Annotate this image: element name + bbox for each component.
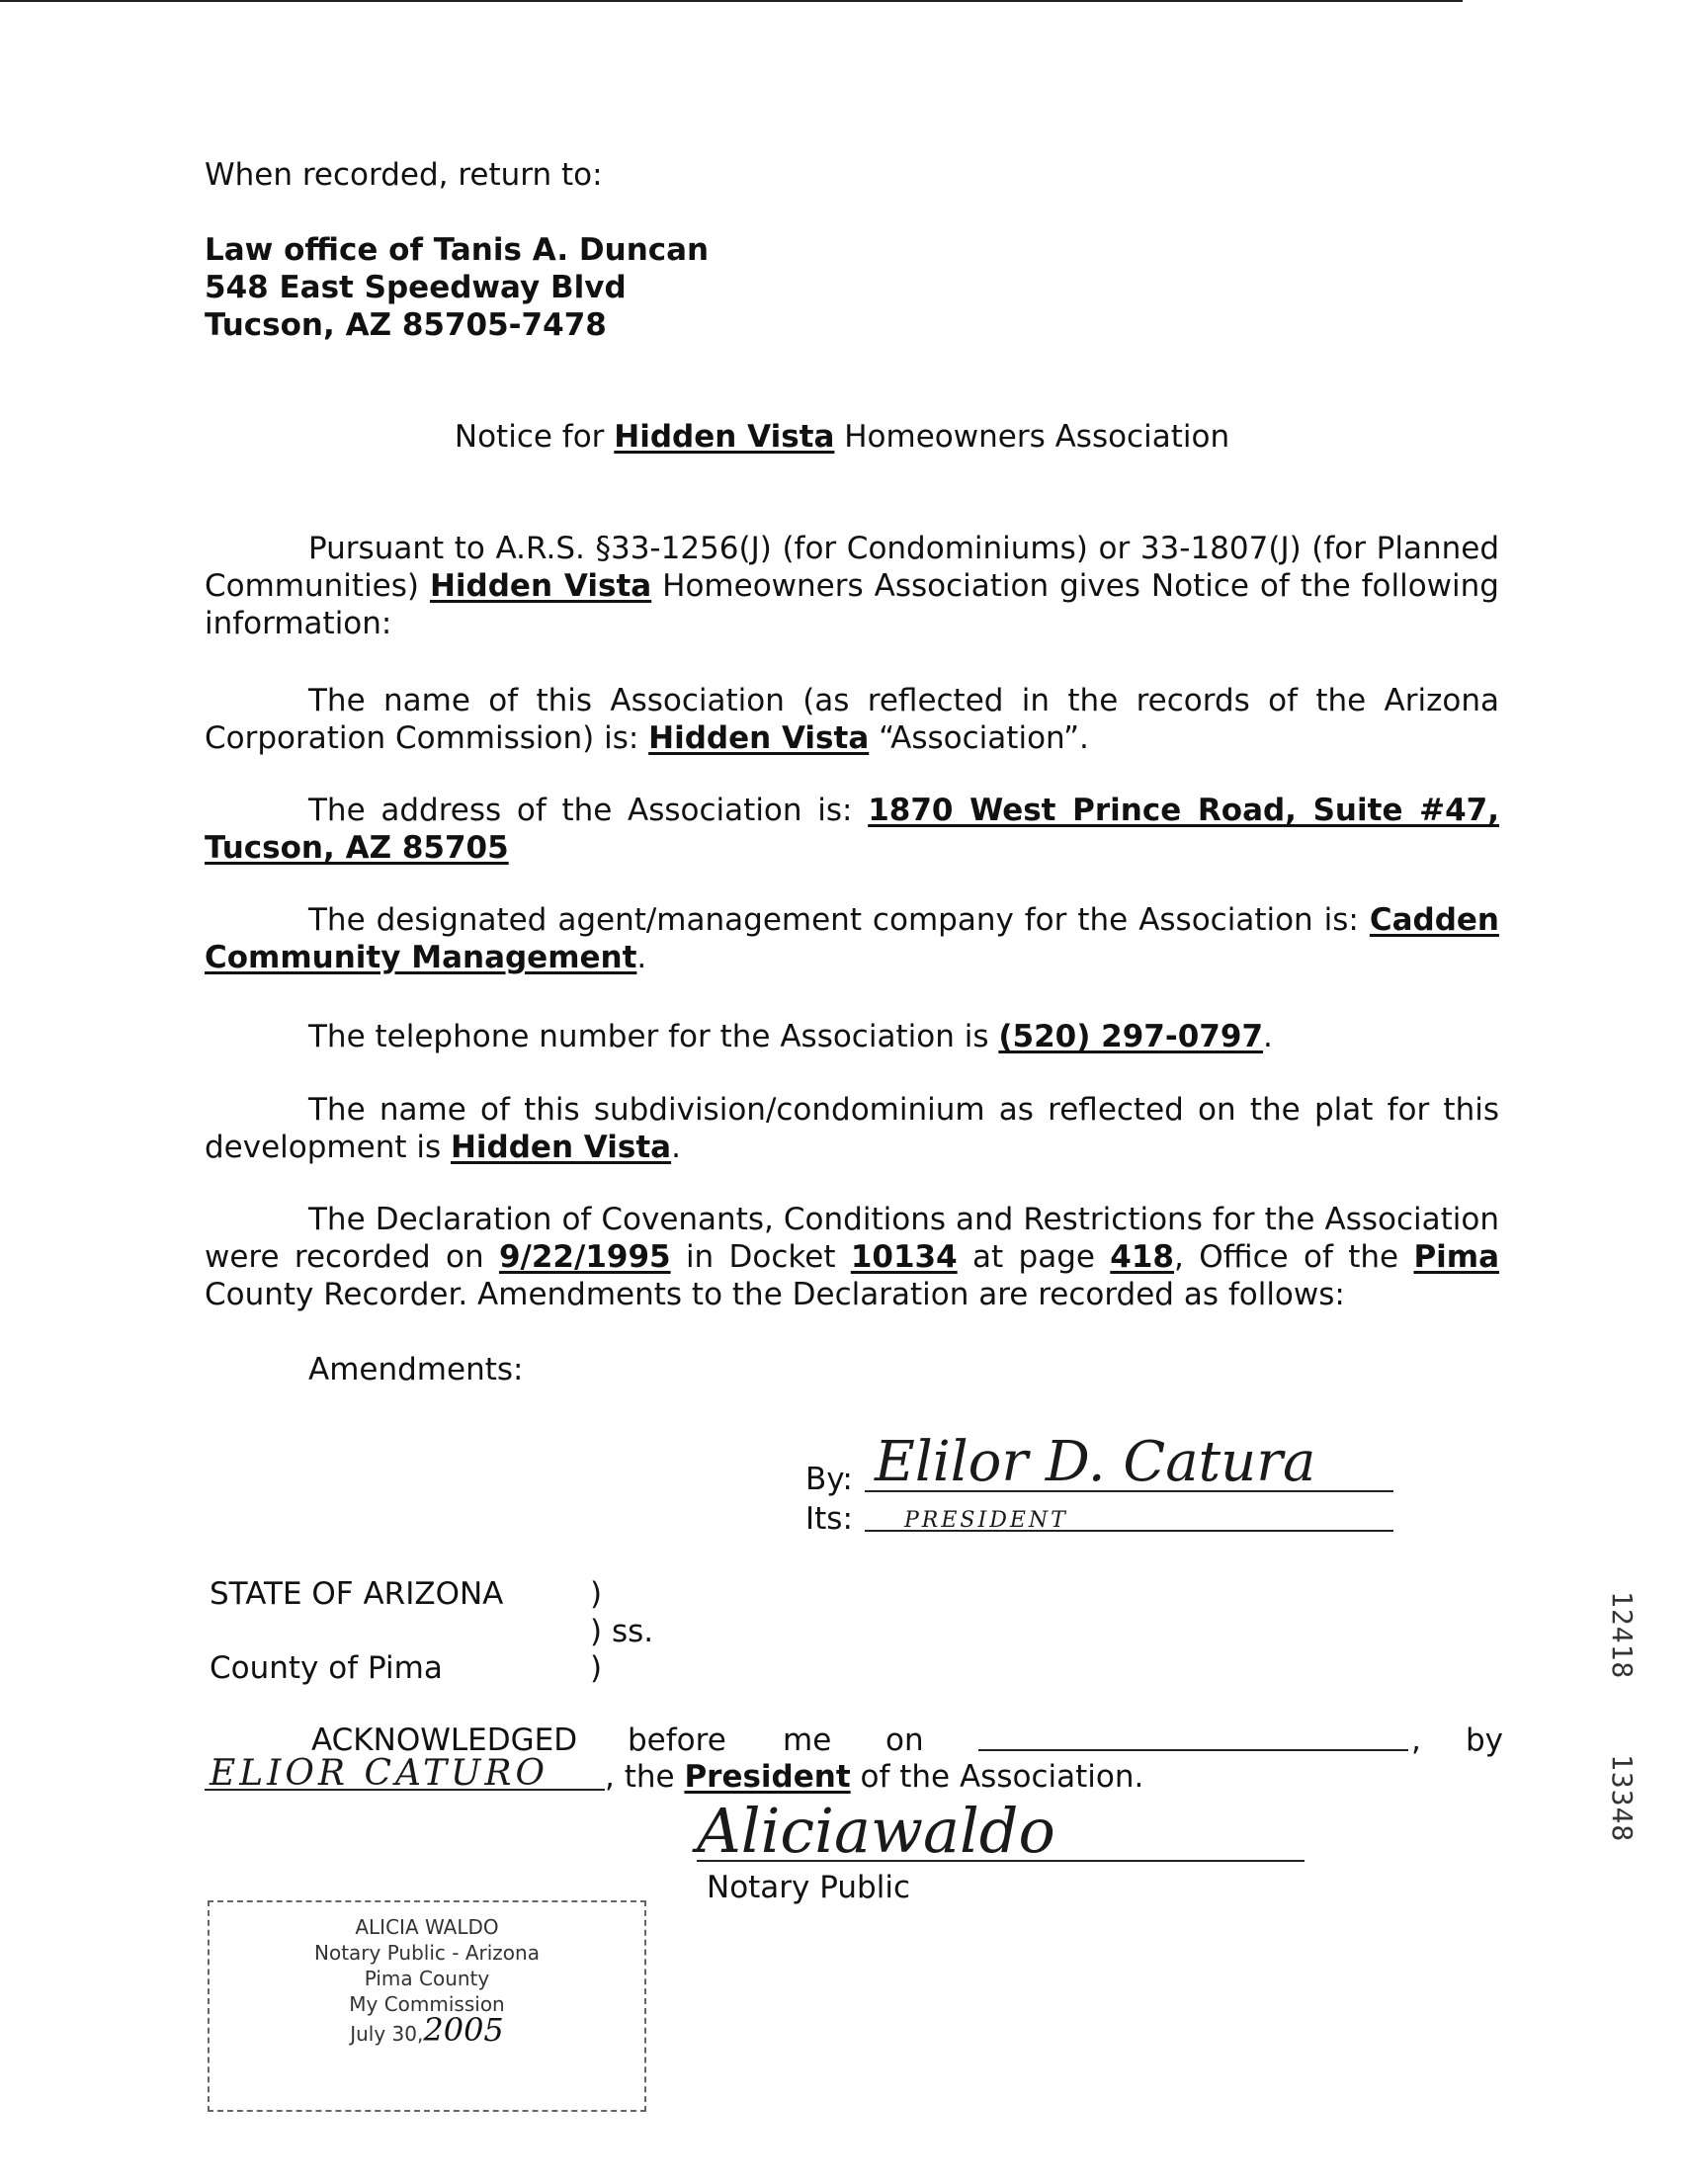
paragraph-phone: The telephone number for the Association is (520) 297-0797. xyxy=(308,1019,1273,1054)
paragraph-declaration: The Declaration of Covenants, Conditions and Restrictions for the Association were recorded on 9/22/1995 in Docket 10134 at page 418, Office of the Pima County Recorder. Amendments to the Declaration are recorded as follows: xyxy=(205,1202,1500,1312)
notary-signature-line xyxy=(697,1860,1305,1862)
stamp-line-3: Pima County xyxy=(364,1967,490,1990)
notary-stamp xyxy=(208,1900,646,2112)
paragraph-address: The address of the Association is: 1870 West Prince Road, Suite #47, Tucson, AZ 85705 xyxy=(205,793,1500,866)
its-label: Its: xyxy=(805,1501,853,1537)
stamp-year-handwritten: 2005 xyxy=(423,2011,504,2049)
stamp-line-1: ALICIA WALDO xyxy=(355,1915,499,1939)
paragraph-subdivision: The name of this subdivision/condominium as reflected on the plat for this development is Hidden Vista. xyxy=(205,1092,1499,1165)
stamp-line-5: July 30,2005 xyxy=(350,2011,504,2049)
county-name: Pima xyxy=(1413,1239,1500,1275)
notary-label: Notary Public xyxy=(707,1870,910,1905)
return-address-line1: Law office of Tanis A. Duncan xyxy=(205,232,710,268)
ack-date-line xyxy=(978,1749,1408,1751)
paragraph-name: The name of this Association (as reflected in the records of the Arizona Corporation Commission) is: Hidden Vista “Association”. xyxy=(205,683,1499,756)
paragraph-agent: The designated agent/management company for the Association is: Cadden Community Management. xyxy=(205,902,1499,975)
by-label: By: xyxy=(805,1462,853,1497)
ack-word-4: on xyxy=(885,1722,924,1758)
ack-comma: , xyxy=(1411,1722,1421,1758)
president-signature: Elilor D. Catura xyxy=(875,1430,1316,1494)
stamp-line-4: My Commission xyxy=(349,1992,505,2016)
phone-number: (520) 297-0797 xyxy=(998,1019,1264,1054)
docket-number: 10134 xyxy=(850,1239,958,1275)
return-address-line2: 548 East Speedway Blvd xyxy=(205,270,627,305)
notice-title: Notice for Hidden Vista Homeowners Association xyxy=(454,419,1230,455)
stamp-line-2: Notary Public - Arizona xyxy=(314,1941,540,1965)
association-address: 1870 West Prince Road, Suite #47, Tucson, AZ 85705 xyxy=(205,793,1500,866)
ack-name-handwritten: ELIOR CATURO xyxy=(210,1753,549,1794)
paragraph-statute: Pursuant to A.R.S. §33-1256(J) (for Condominiums) or 33-1807(J) (for Planned Communities) Hidden Vista Homeowners Association gives Notice of the following information: xyxy=(205,531,1499,641)
side-number-2: 13348 xyxy=(1606,1754,1639,1843)
county-label: County of Pima xyxy=(210,1650,443,1686)
association-name: Hidden Vista xyxy=(614,419,835,455)
ack-word-2: before xyxy=(628,1722,726,1758)
top-border xyxy=(0,0,1463,2)
recorded-date: 9/22/1995 xyxy=(498,1239,671,1275)
ack-by: by xyxy=(1466,1722,1504,1758)
side-number-1: 12418 xyxy=(1606,1591,1639,1680)
page-number: 418 xyxy=(1110,1239,1175,1275)
its-value: PRESIDENT xyxy=(904,1508,1068,1533)
ack-president-line: , the President of the Association. xyxy=(605,1759,1144,1795)
ack-word-1: ACKNOWLEDGED xyxy=(311,1722,578,1758)
ack-word-3: me xyxy=(783,1722,832,1758)
venue-paren-3: ) xyxy=(590,1650,603,1686)
notary-signature: Aliciawaldo xyxy=(697,1795,1055,1867)
state-label: STATE OF ARIZONA xyxy=(210,1576,504,1612)
venue-paren-1: ) xyxy=(590,1576,603,1612)
amendments-label: Amendments: xyxy=(308,1352,524,1387)
management-company: Cadden Community Management xyxy=(205,902,1499,975)
return-label: When recorded, return to: xyxy=(205,157,603,193)
return-address-line3: Tucson, AZ 85705-7478 xyxy=(205,307,607,343)
venue-ss: ) ss. xyxy=(590,1614,654,1649)
